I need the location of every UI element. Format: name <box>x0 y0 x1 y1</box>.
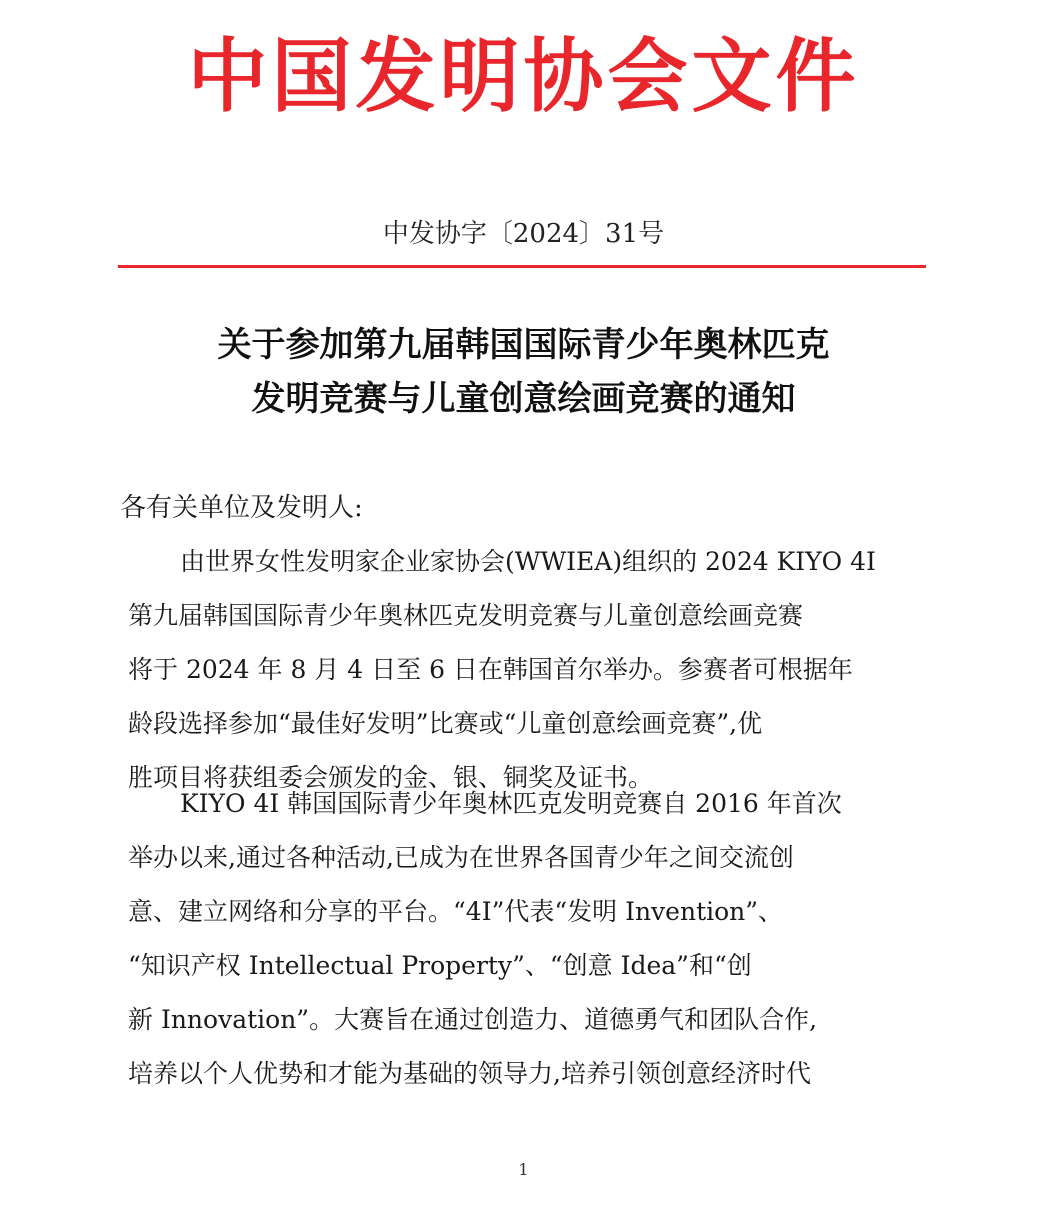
header-divider-line <box>118 265 926 268</box>
salutation: 各有关单位及发明人: <box>120 493 363 523</box>
paragraph-line: 胜项目将获组委会颁发的金、银、铜奖及证书。 <box>128 763 654 792</box>
document-header-title: 中国发明协会文件 <box>187 30 860 123</box>
notice-title <box>0 318 1047 426</box>
notice-title-line-2: 发明竞赛与儿童创意绘画竞赛的通知 <box>251 379 796 419</box>
paragraph-line: 培养以个人优势和才能为基础的领导力,培养引领创意经济时代 <box>128 1059 811 1088</box>
paragraph-1 <box>128 535 928 805</box>
paragraph-line: 举办以来,通过各种活动,已成为在世界各国青少年之间交流创 <box>128 843 794 872</box>
notice-title-line-1: 关于参加第九届韩国国际青少年奥林匹克 <box>217 325 830 365</box>
document-number: 中发协字〔2024〕31号 <box>382 219 665 249</box>
paragraph-line: KIYO 4I 韩国国际青少年奥林匹克发明竞赛自 2016 年首次 <box>180 789 842 818</box>
paragraph-line: 意、建立网络和分享的平台。“4I”代表“发明 Invention”、 <box>128 897 784 926</box>
paragraph-line: 将于 2024 年 8 月 4 日至 6 日在韩国首尔举办。参赛者可根据年 <box>128 655 853 684</box>
paragraph-line: 龄段选择参加“最佳好发明”比赛或“儿童创意绘画竞赛”,优 <box>128 709 763 738</box>
paragraph-line: “知识产权 Intellectual Property”、“创意 Idea”和“创 <box>128 951 752 980</box>
paragraph-line: 新 Innovation”。大赛旨在通过创造力、道德勇气和团队合作, <box>128 1005 818 1034</box>
page-number: 1 <box>518 1160 529 1179</box>
paragraph-line: 第九届韩国国际青少年奥林匹克发明竞赛与儿童创意绘画竞赛 <box>128 601 804 630</box>
paragraph-line: 由世界女性发明家企业家协会(WWIEA)组织的 2024 KIYO 4I <box>180 547 876 576</box>
paragraph-2 <box>128 777 928 1101</box>
